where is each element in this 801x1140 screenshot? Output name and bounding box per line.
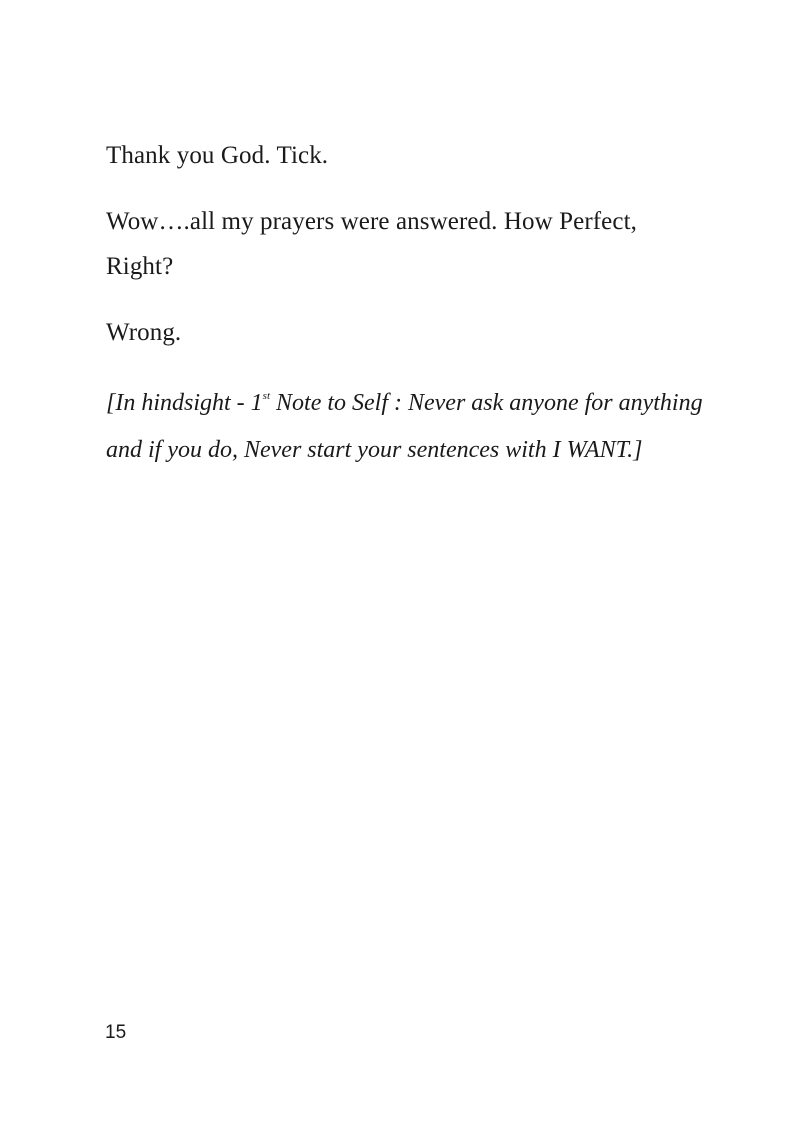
paragraph-text: Thank you God. Tick.: [106, 142, 329, 169]
paragraph-line-2: Right?: [106, 253, 174, 280]
paragraph-wrong: [106, 310, 706, 355]
hindsight-note: [106, 380, 726, 474]
note-part-2: Note to Self : Never ask anyone for anything: [270, 390, 703, 416]
paragraph-text: Wrong.: [106, 319, 182, 346]
paragraph-thank-you: [106, 133, 706, 178]
paragraph-line-1: Wow….all my prayers were answered. How Perfect,: [106, 208, 637, 235]
page-number: 15: [105, 1022, 127, 1043]
note-line-2: and if you do, Never start your sentences with I WANT.]: [106, 437, 643, 463]
note-superscript: st: [262, 390, 271, 402]
note-part-1: [In hindsight - 1: [106, 390, 263, 416]
paragraph-prayers-answered: [106, 199, 706, 289]
